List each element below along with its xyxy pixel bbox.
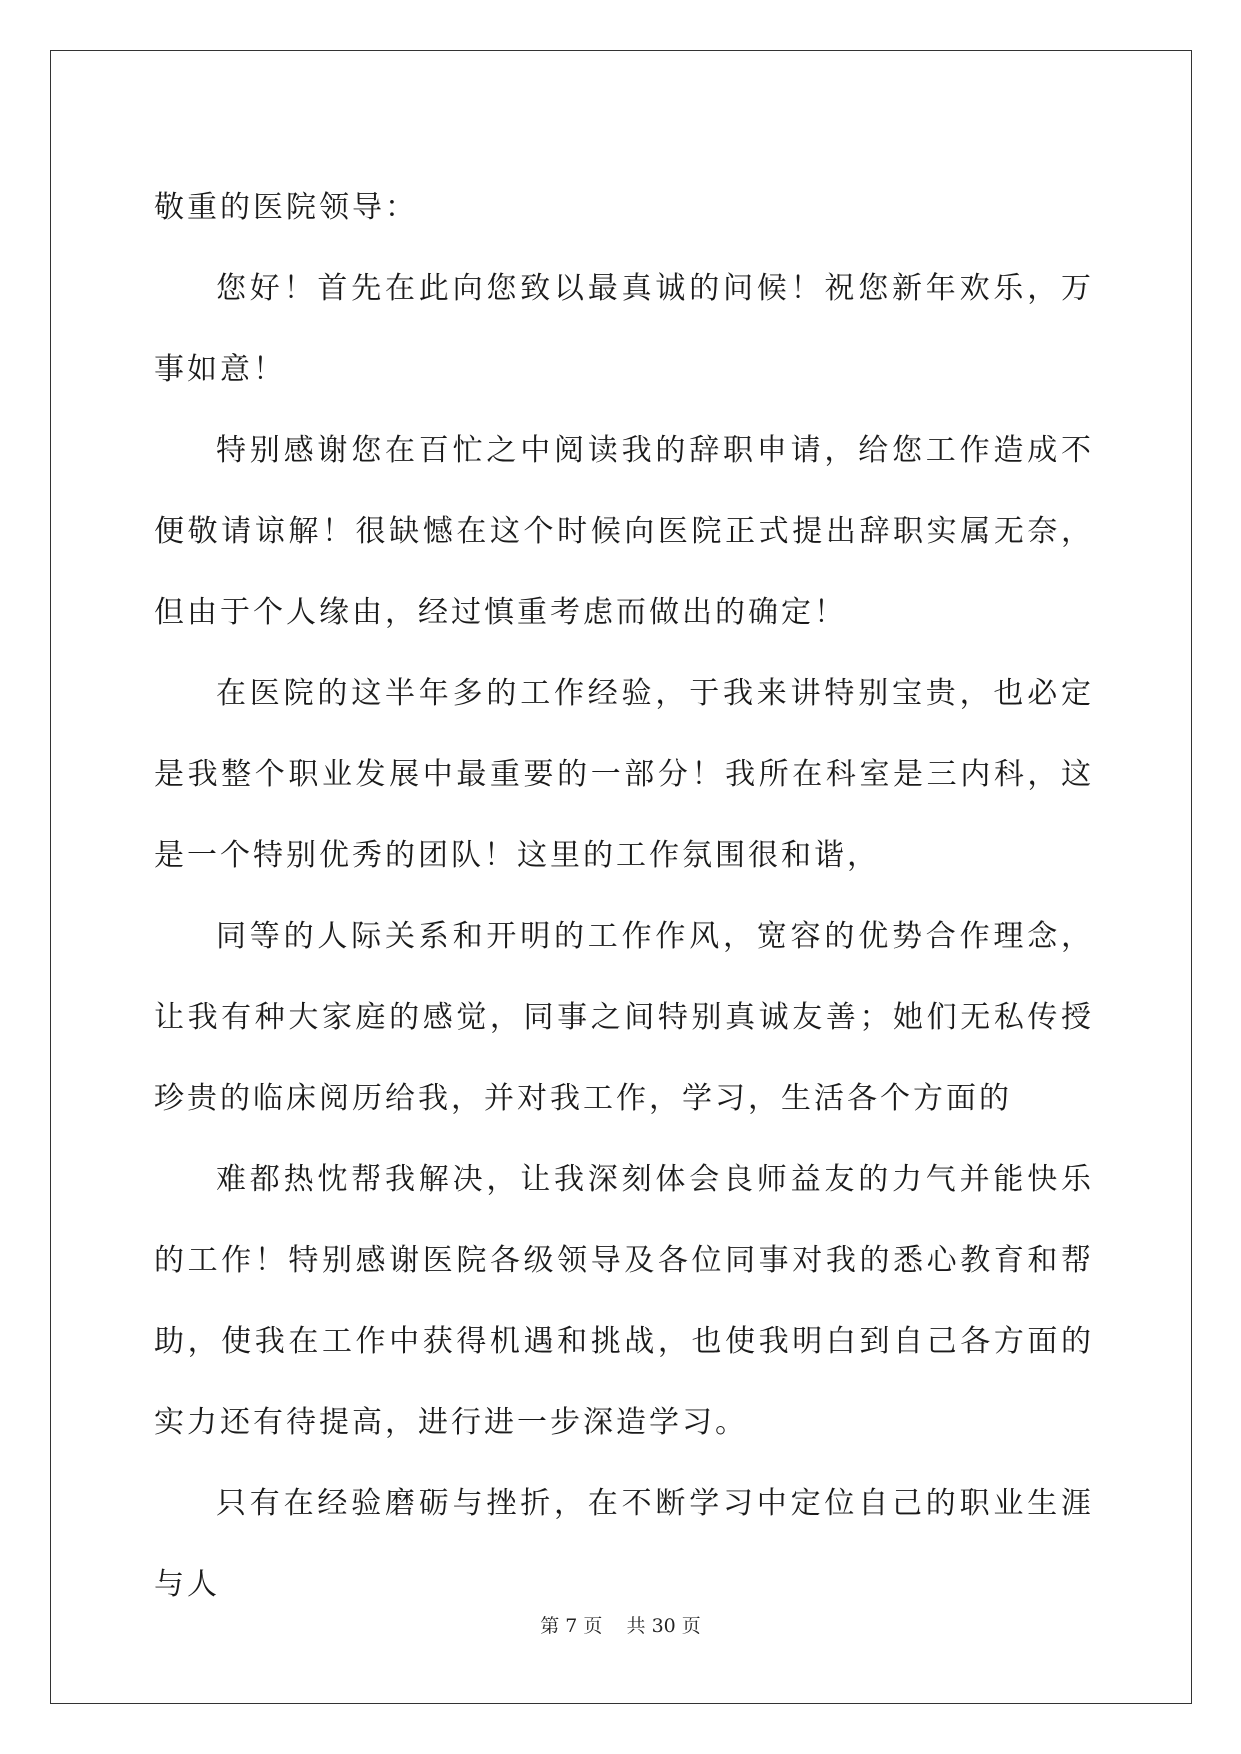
paragraph-colleagues: 同等的人际关系和开明的工作作风，宽容的优势合作理念，让我有种大家庭的感觉，同事之间特别真诚友善；她们无私传授珍贵的临床阅历给我，并对我工作，学习，生活各个方面的 [154,919,1094,1116]
paragraph-thanks: 特别感谢您在百忙之中阅读我的辞职申请，给您工作造成不便敬请谅解！很缺憾在这个时候向医院正式提出辞职实属无奈，但由于个人缘由，经过慎重考虑而做出的确定！ [154,433,1094,630]
paragraph-greeting: 您好！首先在此向您致以最真诚的问候！祝您新年欢乐，万事如意！ [154,271,1094,387]
letter-body [154,167,1094,1625]
letter-salutation: 敬重的医院领导： [154,190,418,225]
paragraph-experience: 在医院的这半年多的工作经验，于我来讲特别宝贵，也必定是我整个职业发展中最重要的一部分！我所在科室是三内科，这是一个特别优秀的团队！这里的工作氛围很和谐， [154,676,1094,873]
page-number-footer [0,1614,1241,1638]
page-number-label: 第 7 页 共 30 页 [540,1615,701,1637]
paragraph-career: 只有在经验磨砺与挫折，在不断学习中定位自己的职业生涯与人 [154,1486,1094,1602]
paragraph-gratitude: 难都热忱帮我解决，让我深刻体会良师益友的力气并能快乐的工作！特别感谢医院各级领导及各位同事对我的悉心教育和帮助，使我在工作中获得机遇和挑战，也使我明白到自己各方面的实力还有待提高，进行进一步深造学习。 [154,1162,1094,1440]
